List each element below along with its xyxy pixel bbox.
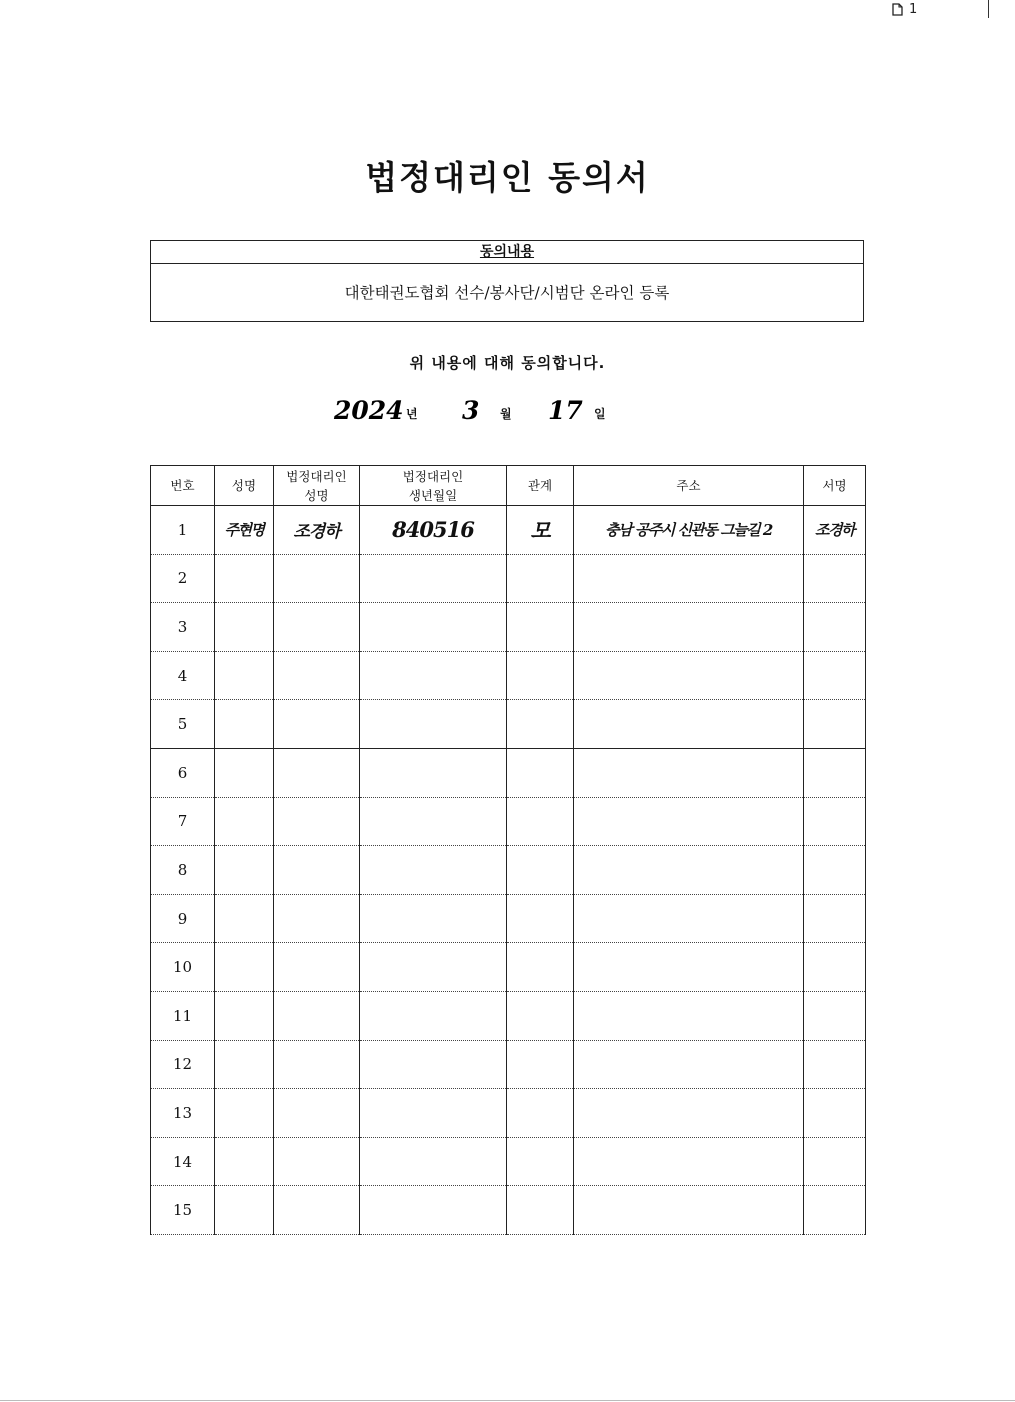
cell-guardian-name xyxy=(274,991,360,1040)
header-relation: 관계 xyxy=(507,466,574,506)
page-number: 1 xyxy=(909,2,918,17)
cell-relation xyxy=(507,1137,574,1186)
cell-address xyxy=(574,991,804,1040)
cell-no: 12 xyxy=(151,1040,215,1089)
cell-relation xyxy=(507,1040,574,1089)
cell-address xyxy=(574,1089,804,1138)
page-title: 법정대리인 동의서 xyxy=(365,158,650,197)
cell-relation xyxy=(507,1186,574,1235)
cell-address xyxy=(574,943,804,992)
date-year: 2024 xyxy=(334,396,404,425)
cell-name xyxy=(215,797,274,846)
cell-no: 11 xyxy=(151,991,215,1040)
date-month-unit: 월 xyxy=(500,407,512,421)
cell-guardian-birth xyxy=(360,651,507,700)
table-row xyxy=(151,1089,866,1138)
cell-guardian-name xyxy=(274,748,360,797)
cell-address xyxy=(574,797,804,846)
cell-guardian-birth xyxy=(360,797,507,846)
table-row xyxy=(151,700,866,749)
cell-no: 4 xyxy=(151,651,215,700)
cell-signature xyxy=(804,1186,866,1235)
cell-signature xyxy=(804,1040,866,1089)
cell-relation xyxy=(507,797,574,846)
cell-guardian-name xyxy=(274,943,360,992)
cell-guardian-birth xyxy=(360,1137,507,1186)
cell-relation xyxy=(507,700,574,749)
cell-no: 3 xyxy=(151,603,215,652)
cell-guardian-name xyxy=(274,1089,360,1138)
cell-guardian-birth xyxy=(360,748,507,797)
cell-name xyxy=(215,894,274,943)
cell-name xyxy=(215,991,274,1040)
header-name: 성명 xyxy=(215,466,274,506)
cell-guardian-name xyxy=(274,1186,360,1235)
cell-signature xyxy=(804,700,866,749)
cell-relation xyxy=(507,943,574,992)
consent-box-header: 동의내용 xyxy=(151,241,863,264)
cell-name xyxy=(215,1040,274,1089)
cell-signature xyxy=(804,554,866,603)
cell-no: 5 xyxy=(151,700,215,749)
cell-guardian-birth xyxy=(360,991,507,1040)
cell-guardian-birth xyxy=(360,554,507,603)
cell-guardian-name xyxy=(274,1137,360,1186)
cell-relation xyxy=(507,554,574,603)
cell-no: 9 xyxy=(151,894,215,943)
cell-no: 8 xyxy=(151,846,215,895)
table-row xyxy=(151,991,866,1040)
cell-guardian-name xyxy=(274,797,360,846)
cell-relation xyxy=(507,748,574,797)
header-address: 주소 xyxy=(574,466,804,506)
cell-no: 14 xyxy=(151,1137,215,1186)
cell-guardian-birth xyxy=(360,700,507,749)
cell-guardian-name xyxy=(274,846,360,895)
consent-box xyxy=(150,240,864,322)
header-guardian-birth: 법정대리인 생년월일 xyxy=(360,466,507,506)
date-line xyxy=(330,396,630,436)
cell-relation: 모 xyxy=(507,506,574,555)
cell-address xyxy=(574,1040,804,1089)
cell-name xyxy=(215,554,274,603)
cell-name xyxy=(215,748,274,797)
table-row xyxy=(151,1137,866,1186)
cell-no: 6 xyxy=(151,748,215,797)
cell-guardian-name xyxy=(274,651,360,700)
cell-name xyxy=(215,943,274,992)
cell-guardian-birth xyxy=(360,943,507,992)
cell-signature xyxy=(804,943,866,992)
cell-signature xyxy=(804,1089,866,1138)
date-month: 3 xyxy=(462,396,480,425)
cell-no: 2 xyxy=(151,554,215,603)
cell-guardian-birth xyxy=(360,1040,507,1089)
cell-guardian-name xyxy=(274,1040,360,1089)
cell-signature xyxy=(804,651,866,700)
table-row xyxy=(151,846,866,895)
cell-no: 10 xyxy=(151,943,215,992)
cell-relation xyxy=(507,1089,574,1138)
cell-guardian-birth xyxy=(360,894,507,943)
page-indicator xyxy=(892,2,917,17)
cell-name xyxy=(215,1089,274,1138)
date-year-unit: 년 xyxy=(406,407,418,421)
cell-name: 주현명 xyxy=(215,506,274,555)
cell-name xyxy=(215,700,274,749)
cell-guardian-name xyxy=(274,700,360,749)
cell-address xyxy=(574,894,804,943)
agree-statement: 위 내용에 대해 동의합니다. xyxy=(409,354,606,372)
table-row xyxy=(151,1186,866,1235)
cell-address xyxy=(574,700,804,749)
date-day-unit: 일 xyxy=(594,407,606,421)
cell-no: 13 xyxy=(151,1089,215,1138)
table-row xyxy=(151,603,866,652)
header-signature: 서명 xyxy=(804,466,866,506)
cell-signature xyxy=(804,846,866,895)
cell-address xyxy=(574,846,804,895)
cell-name xyxy=(215,1186,274,1235)
cell-name xyxy=(215,1137,274,1186)
scroll-divider xyxy=(988,0,989,18)
cell-relation xyxy=(507,991,574,1040)
cell-relation xyxy=(507,846,574,895)
header-guardian-name: 법정대리인 성명 xyxy=(274,466,360,506)
cell-signature xyxy=(804,603,866,652)
cell-no: 15 xyxy=(151,1186,215,1235)
page-icon xyxy=(892,3,903,16)
cell-address: 충남 공주시 신관동 그늘길 2 xyxy=(574,506,804,555)
cell-signature xyxy=(804,991,866,1040)
cell-signature xyxy=(804,1137,866,1186)
table-row xyxy=(151,554,866,603)
cell-address xyxy=(574,603,804,652)
table-header-row xyxy=(151,466,866,506)
cell-guardian-name: 조경하 xyxy=(274,506,360,555)
cell-signature: 조경하 xyxy=(804,506,866,555)
table-row xyxy=(151,506,866,555)
date-day: 17 xyxy=(548,396,583,425)
cell-guardian-birth: 840516 xyxy=(360,506,507,555)
cell-guardian-birth xyxy=(360,846,507,895)
cell-name xyxy=(215,651,274,700)
consent-box-content: 대한태권도협회 선수/봉사단/시범단 온라인 등록 xyxy=(344,284,670,302)
table-row xyxy=(151,748,866,797)
registration-table xyxy=(150,465,866,1235)
cell-name xyxy=(215,846,274,895)
cell-no: 7 xyxy=(151,797,215,846)
cell-address xyxy=(574,554,804,603)
table-row xyxy=(151,943,866,992)
cell-relation xyxy=(507,603,574,652)
cell-address xyxy=(574,1137,804,1186)
cell-guardian-birth xyxy=(360,603,507,652)
cell-signature xyxy=(804,797,866,846)
cell-name xyxy=(215,603,274,652)
cell-no: 1 xyxy=(151,506,215,555)
cell-relation xyxy=(507,894,574,943)
table-row xyxy=(151,894,866,943)
cell-guardian-birth xyxy=(360,1089,507,1138)
cell-address xyxy=(574,1186,804,1235)
cell-guardian-name xyxy=(274,603,360,652)
cell-address xyxy=(574,651,804,700)
table-row xyxy=(151,1040,866,1089)
cell-relation xyxy=(507,651,574,700)
table-row xyxy=(151,797,866,846)
cell-guardian-name xyxy=(274,894,360,943)
cell-signature xyxy=(804,894,866,943)
table-row xyxy=(151,651,866,700)
page-bottom-edge xyxy=(0,1400,1015,1401)
cell-signature xyxy=(804,748,866,797)
cell-address xyxy=(574,748,804,797)
cell-guardian-birth xyxy=(360,1186,507,1235)
cell-guardian-name xyxy=(274,554,360,603)
header-no: 번호 xyxy=(151,466,215,506)
